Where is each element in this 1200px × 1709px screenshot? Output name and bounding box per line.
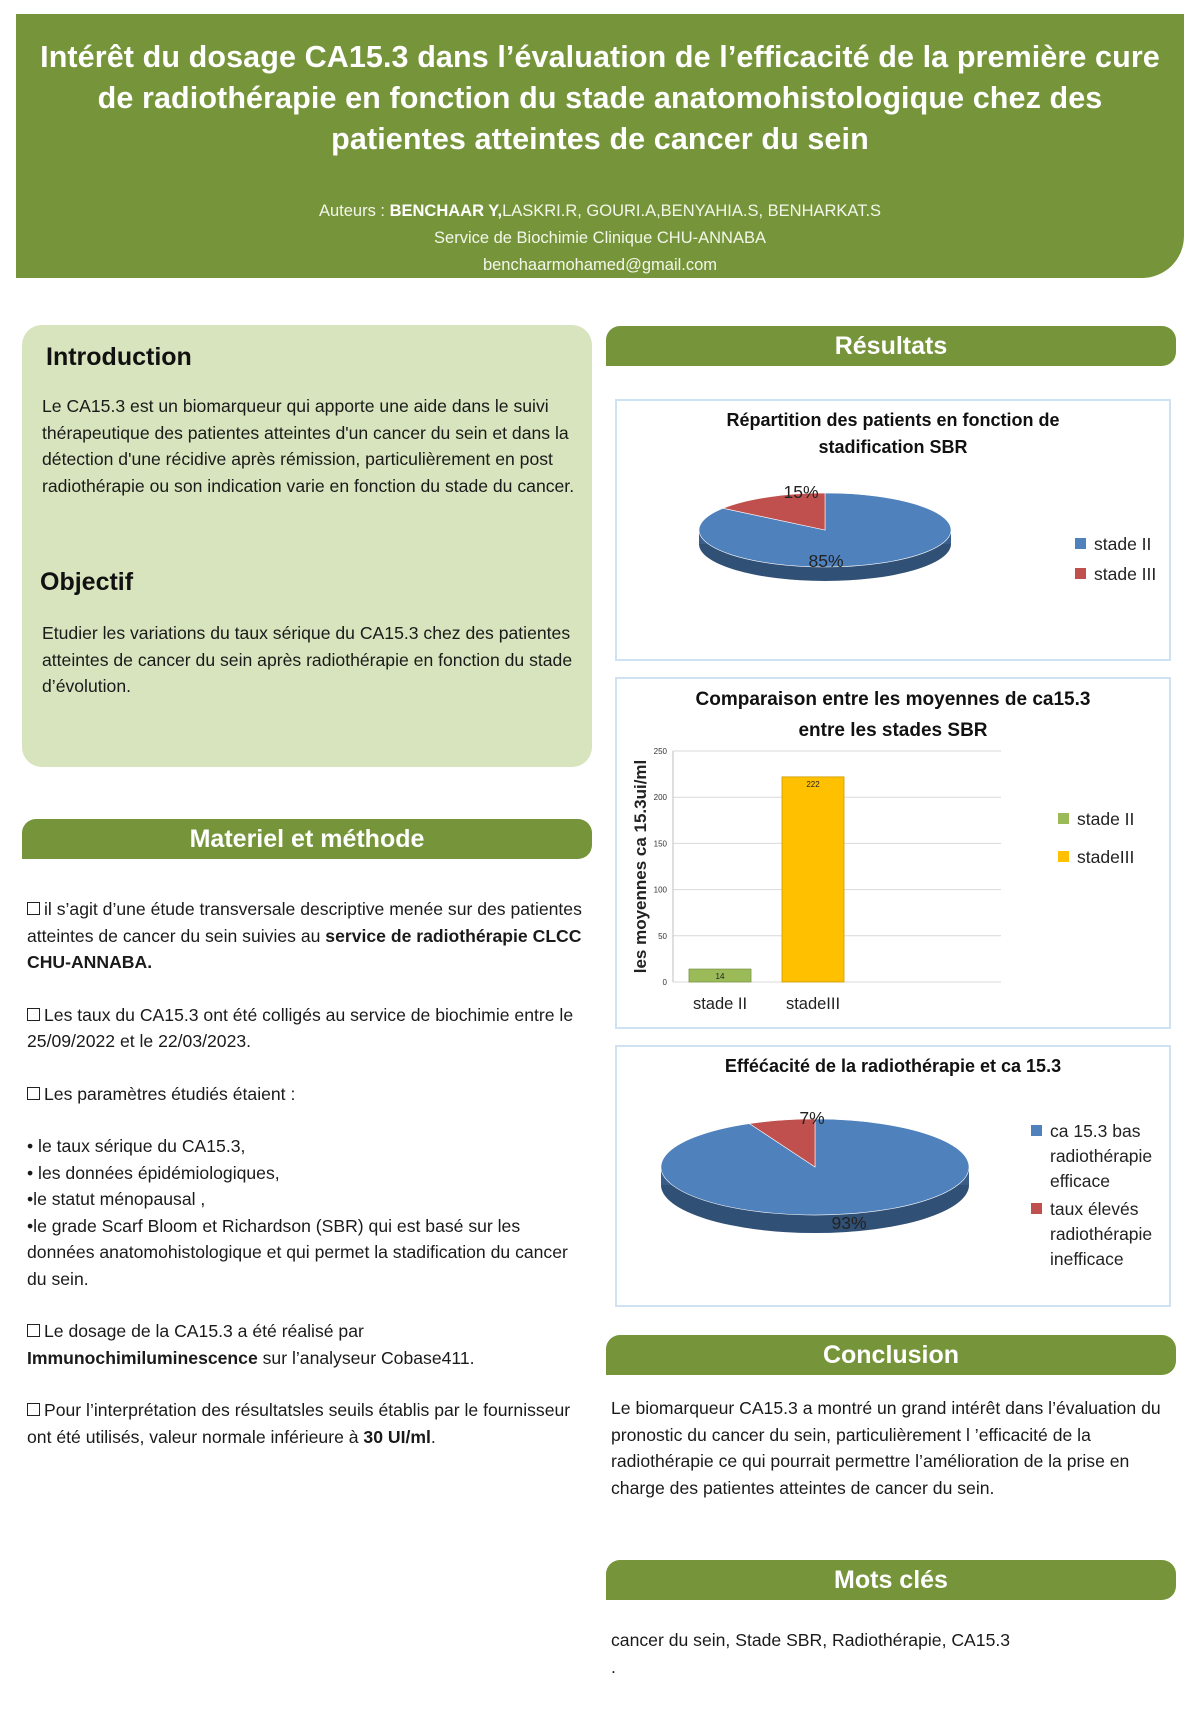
objectif-text: Etudier les variations du taux sérique du CA15.3 chez des patientes atteintes de cancer du sein après radiothérapie en fonction du stade d’évolution.	[42, 623, 573, 696]
pie-slice-label: 93%	[831, 1213, 867, 1233]
parameter-list-item: • les données épidémiologiques,	[27, 1162, 280, 1183]
chart-title: Comparaison entre les moyennes de ca15.3 entre les stades SBR	[695, 689, 1091, 741]
legend-item: taux élevés radiothérapie inefficace	[1031, 1197, 1152, 1272]
y-tick-label: 150	[653, 839, 667, 849]
legend-swatch-green	[1058, 813, 1069, 824]
mots-cles-text	[611, 1627, 1176, 1680]
methode-para-3: Les paramètres étudiés étaient :	[27, 1081, 587, 1108]
parameter-list-item: •le grade Scarf Bloom et Richardson (SBR) qui est basé sur les données anatomohistologique et qui permet la stadification du cancer du sein.	[27, 1215, 568, 1289]
bar-value-label: 14	[715, 972, 725, 982]
pie-slice-label: 7%	[799, 1108, 825, 1128]
chart-sbr-distribution	[615, 399, 1171, 661]
other-authors: LASKRI.R, GOURI.A,BENYAHIA.S, BENHARKAT.S	[502, 202, 882, 220]
introduction-heading: Introduction	[46, 343, 192, 371]
introduction-panel	[22, 325, 592, 767]
checkbox-bullet-icon	[27, 1403, 40, 1416]
y-axis-label: les moyennes ca 15.3ui/ml	[631, 759, 650, 974]
pie-slice-label: 85%	[808, 551, 844, 571]
checkbox-bullet-icon	[27, 1008, 40, 1021]
methode-para-1: il s’agit d’une étude transversale descriptive menée sur des patientes atteintes de cancer du sein suivies au service de radiothérapie CLCC CHU-ANNABA.	[27, 899, 582, 972]
chart-title: Efféćacité de la radiothérapie et ca 15.3	[724, 1056, 1062, 1076]
mots-cles-heading: Mots clés	[834, 1566, 948, 1594]
bar	[782, 777, 844, 982]
conclusion-heading: Conclusion	[822, 1341, 960, 1369]
introduction-text: Le CA15.3 est un biomarqueur qui apporte une aide dans le suivi thérapeutique des patientes atteintes d'un cancer du sein et dans la détection d'une récidive après rémission, particulièrement en post radiothérapie ou son indication varie en fonction du stade du cancer.	[42, 396, 575, 496]
first-author: BENCHAAR Y,	[389, 202, 503, 220]
legend-item: stade III	[1075, 562, 1156, 587]
parameter-list-item: • le taux sérique du CA15.3,	[27, 1136, 246, 1156]
methode-para-5: Pour l’interprétation des résultatsles seuils établis par le fournisseur ont été utilisés, valeur normale inférieure à 30 UI/ml.	[27, 1400, 571, 1447]
keywords-trailing: .	[611, 1656, 616, 1677]
x-tick-label: stade II	[692, 995, 748, 1013]
checkbox-bullet-icon	[27, 1087, 40, 1100]
objectif-heading: Objectif	[40, 568, 134, 596]
authors-line	[16, 198, 1184, 225]
legend-item: ca 15.3 bas radiothérapie efficace	[1031, 1119, 1152, 1194]
x-tick-label: stadeIII	[785, 995, 841, 1013]
y-tick-label: 50	[658, 931, 667, 941]
parameter-list-item: •le statut ménopausal ,	[27, 1189, 206, 1209]
email-line: benchaarmohamed@gmail.com	[482, 256, 718, 274]
methode-heading: Materiel et méthode	[189, 825, 425, 853]
methode-para-2: Les taux du CA15.3 ont été colligés au service de biochimie entre le 25/09/2022 et le 22/03/2023.	[27, 1004, 574, 1051]
y-tick-label: 200	[653, 793, 667, 803]
methode-banner	[22, 819, 592, 859]
pie-slice-label: 15%	[783, 482, 819, 502]
methode-text	[27, 896, 587, 1450]
legend-item: stade II	[1058, 807, 1134, 832]
chart-radiotherapy-efficacy	[615, 1045, 1171, 1307]
bar-value-label: 222	[806, 779, 820, 789]
legend-swatch-red	[1075, 568, 1086, 579]
poster-title: Intérêt du dosage CA15.3 dans l’évaluation de l’efficacité de la première cure de radiothérapie en fonction du stade anatomohistologique chez des patientes atteintes de cancer du sein	[40, 40, 1160, 156]
conclusion-banner	[606, 1335, 1176, 1375]
legend-swatch-red	[1031, 1203, 1042, 1214]
author-block	[16, 198, 1184, 279]
legend-item: stade II	[1075, 532, 1151, 557]
y-tick-label: 0	[662, 978, 667, 987]
resultats-banner	[606, 326, 1176, 366]
keywords: cancer du sein, Stade SBR, Radiothérapie, CA15.3	[611, 1630, 1011, 1650]
conclusion-text: Le biomarqueur CA15.3 a montré un grand intérêt dans l’évaluation du pronostic du cancer du sein, particulièrement l ’efficacité de la radiothérapie ce qui pourrait permettre l’amélioration de la prise en charge des patientes atteintes de cancer du sein.	[611, 1398, 1161, 1498]
authors-label: Auteurs :	[318, 202, 385, 220]
mots-cles-banner	[606, 1560, 1176, 1600]
methode-para-4: Le dosage de la CA15.3 a été réalisé par Immunochimiluminescence sur l’analyseur Cobase411.	[27, 1321, 475, 1368]
service-line: Service de Biochimie Clinique CHU-ANNABA	[434, 229, 766, 247]
poster-header	[16, 14, 1184, 278]
y-tick-label: 100	[653, 885, 667, 895]
legend-swatch-blue	[1075, 538, 1086, 549]
checkbox-bullet-icon	[27, 902, 40, 915]
checkbox-bullet-icon	[27, 1324, 40, 1337]
legend-swatch-blue	[1031, 1125, 1042, 1136]
legend-item: stadeIII	[1058, 845, 1134, 870]
chart-title: Répartition des patients en fonction de stadification SBR	[726, 410, 1060, 457]
legend-swatch-yellow	[1058, 851, 1069, 862]
y-tick-label: 250	[653, 747, 667, 756]
chart-ca153-means	[615, 677, 1171, 1029]
resultats-heading: Résultats	[834, 332, 948, 360]
